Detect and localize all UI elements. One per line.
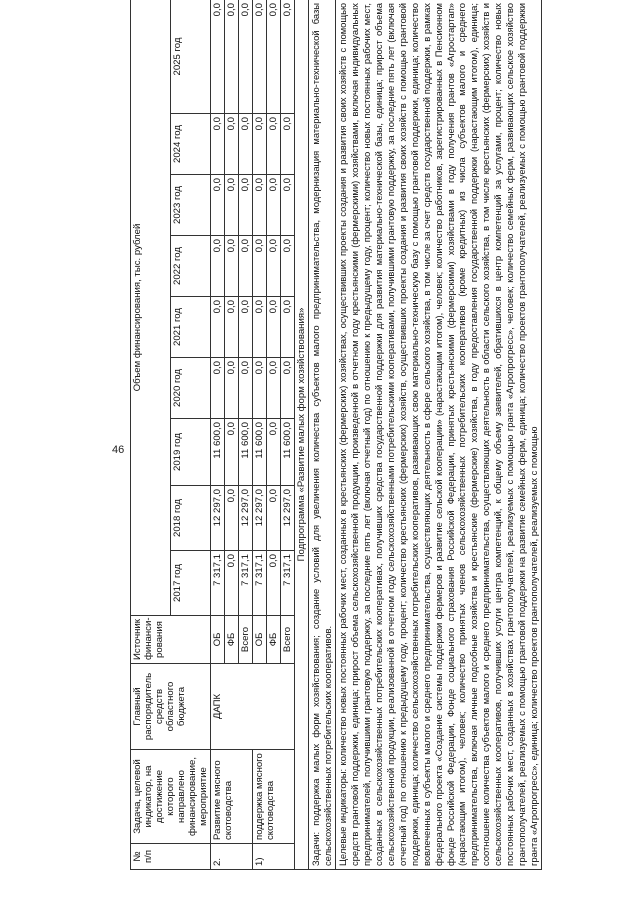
row-source: ОБ bbox=[253, 616, 267, 664]
header-year: 2017 год bbox=[171, 551, 211, 616]
value-cell: 0,0 bbox=[211, 297, 225, 358]
header-year: 2018 год bbox=[171, 486, 211, 551]
value-cell: 0,0 bbox=[267, 551, 281, 616]
value-cell: 0,0 bbox=[225, 358, 239, 419]
row-name: поддержка мясного скотоводства bbox=[253, 750, 295, 844]
value-cell: 0,0 bbox=[253, 0, 267, 114]
header-year: 2020 год bbox=[171, 358, 211, 419]
tasks-row bbox=[309, 0, 336, 870]
value-cell: 0,0 bbox=[239, 236, 253, 297]
value-cell: 0,0 bbox=[225, 551, 239, 616]
value-cell: 11 600,0 bbox=[239, 419, 253, 486]
header-funding: Объем финансирования, тыс. рублей bbox=[131, 0, 171, 616]
value-cell: 0,0 bbox=[239, 297, 253, 358]
row-num: 1) bbox=[253, 844, 295, 870]
financing-table bbox=[130, 0, 542, 870]
value-cell: 7 317,1 bbox=[281, 551, 295, 616]
header-row bbox=[131, 0, 171, 870]
header-year: 2025 год bbox=[171, 0, 211, 114]
value-cell: 0,0 bbox=[211, 114, 225, 175]
table-row bbox=[211, 0, 225, 870]
page-number: 46 bbox=[112, 444, 125, 456]
row-source: ФБ bbox=[225, 616, 239, 664]
value-cell: 0,0 bbox=[281, 114, 295, 175]
value-cell: 0,0 bbox=[281, 358, 295, 419]
value-cell: 0,0 bbox=[211, 358, 225, 419]
value-cell: 0,0 bbox=[211, 0, 225, 114]
value-cell: 0,0 bbox=[253, 358, 267, 419]
value-cell: 0,0 bbox=[225, 419, 239, 486]
value-cell: 0,0 bbox=[267, 0, 281, 114]
value-cell: 0,0 bbox=[239, 0, 253, 114]
value-cell: 0,0 bbox=[211, 236, 225, 297]
value-cell: 0,0 bbox=[225, 0, 239, 114]
value-cell: 0,0 bbox=[253, 236, 267, 297]
value-cell: 0,0 bbox=[267, 486, 281, 551]
value-cell: 11 600,0 bbox=[211, 419, 225, 486]
row-source: Всего bbox=[239, 616, 253, 664]
value-cell: 0,0 bbox=[267, 419, 281, 486]
value-cell: 0,0 bbox=[239, 175, 253, 236]
indicators-text: Целевые индикаторы: количество новых постоянных рабочих мест, созданных в крестьянских (фермерских) хозяйствах, осуществивших проекты создания и развития своих хозяйств с помощью средств грантовой поддержки, единица; прирост объема сельскохозяйственной продукции, произведенной в отчетном году крестьянскими (фермерскими) хозяйствами, включая индивидуальных предпринимателей, получившими грантовую поддержку, за последние пять лет (включая отчетный год) по отношению к предыдущему году, процент; количество новых постоянных рабочих мест, созданных в сельскохозяйственных потребительских кооперативах, получивших средства государственной поддержки для развития материально-технической базы, единица; прирост объема сельскохозяйственной продукции, реализованной в отчетном году сельскохозяйственными потребительскими кооперативами, получившими грантовую поддержку, за последние пять лет (включая отчетный год) по отношению к предыдущему году, процент; количество крестьянских (фермерских) хозяйств, осуществивших проекты создания и развития своих хозяйств с помощью грантовой поддержки, единица; количество сельскохозяйственных потребительских кооперативов, развивающих свою материально-техническую базу с помощью грантовой поддержки, единица; количество вовлеченных в субъекты малого и среднего предпринимательства, осуществляющих деятельность в сфере сельского хозяйства, в том числе за счет средств государственной поддержки, в рамках федерального проекта «Создание системы поддержки фермеров и развитие сельской кооперации» (нарастающим итогом), человек; количество работников, зарегистрированных в Пенсионном фонде Российской Федерации, Фонде социального страхования Российской Федерации, принятых крестьянскими (фермерскими) хозяйствами в году получения грантов «Агростартап» (нарастающим итогом), человек; количество принятых членов сельскохозяйственных потребительских кооперативов (кроме кредитных) из числа субъектов малого и среднего предпринимательства, включая личные подсобные хозяйства и крестьянские (фермерские) хозяйства, в году предоставления государственной поддержки (нарастающим итогом), единица; соотношение количества субъектов малого и среднего предпринимательства, осуществляющих деятельность в области сельского хозяйства, в том числе крестьянских (фермерских) хозяйств и сельскохозяйственных кооперативов, получивших услуги центра компетенций, к общему объему заявителей, обратившихся в центр компетенций за услугами, процент; количество новых постоянных рабочих мест, созданных в хозяйствах грантополучателей, реализуемых с помощью гранта «Агропрогресс», человек; количество семейных ферм, развивающих сельское хозяйство грантополучателей, реализуемых с помощью грантовой поддержки на развитие семейных ферм, единица; количество проектов грантополучателей, реализуемых с помощью грантовой поддержки гранта «Агропрогресс», единица; количество проектов грантополучателей, реализуемых с помощью bbox=[336, 0, 542, 870]
value-cell: 0,0 bbox=[239, 114, 253, 175]
value-cell: 0,0 bbox=[225, 486, 239, 551]
value-cell: 7 317,1 bbox=[239, 551, 253, 616]
header-distributor: Главный распорядитель средств областного бюджета bbox=[131, 664, 211, 750]
header-num: № п/п bbox=[131, 844, 211, 870]
value-cell: 11 600,0 bbox=[281, 419, 295, 486]
row-distributor: ДАПК bbox=[211, 664, 295, 750]
subprogram-row bbox=[295, 0, 309, 870]
row-source: Всего bbox=[281, 616, 295, 664]
tasks-text: Задачи: поддержка малых форм хозяйствования; создание условий для увеличения количества субъектов малого предпринимательства, модернизация материально-технической базы сельскохозяйственных потребительских кооперативов. bbox=[309, 0, 336, 870]
value-cell: 0,0 bbox=[267, 175, 281, 236]
value-cell: 0,0 bbox=[281, 297, 295, 358]
value-cell: 0,0 bbox=[225, 236, 239, 297]
subprogram-title: Подпрограмма «Развитие малых форм хозяйствования» bbox=[295, 0, 309, 870]
row-num: 2. bbox=[211, 844, 253, 870]
row-source: ОБ bbox=[211, 616, 225, 664]
value-cell: 0,0 bbox=[253, 114, 267, 175]
value-cell: 0,0 bbox=[225, 114, 239, 175]
value-cell: 0,0 bbox=[267, 114, 281, 175]
header-year: 2021 год bbox=[171, 297, 211, 358]
header-year: 2022 год bbox=[171, 236, 211, 297]
value-cell: 0,0 bbox=[267, 297, 281, 358]
value-cell: 0,0 bbox=[253, 175, 267, 236]
header-year: 2019 год bbox=[171, 419, 211, 486]
indicators-row bbox=[336, 0, 542, 870]
value-cell: 12 297,0 bbox=[253, 486, 267, 551]
value-cell: 0,0 bbox=[225, 175, 239, 236]
value-cell: 0,0 bbox=[281, 236, 295, 297]
value-cell: 0,0 bbox=[281, 175, 295, 236]
header-year: 2023 год bbox=[171, 175, 211, 236]
value-cell: 0,0 bbox=[239, 358, 253, 419]
value-cell: 0,0 bbox=[281, 0, 295, 114]
value-cell: 0,0 bbox=[253, 297, 267, 358]
rotated-page bbox=[130, 0, 542, 870]
row-name: Развитие мясного скотоводства bbox=[211, 750, 253, 844]
header-task: Задача, целевой индикатор, на достижение которого направлено финансирование, мероприятие bbox=[131, 750, 211, 844]
value-cell: 7 317,1 bbox=[253, 551, 267, 616]
value-cell: 12 297,0 bbox=[281, 486, 295, 551]
value-cell: 12 297,0 bbox=[211, 486, 225, 551]
header-year: 2024 год bbox=[171, 114, 211, 175]
value-cell: 0,0 bbox=[211, 175, 225, 236]
value-cell: 12 297,0 bbox=[239, 486, 253, 551]
row-source: ФБ bbox=[267, 616, 281, 664]
value-cell: 7 317,1 bbox=[211, 551, 225, 616]
header-source: Источник финанси-рования bbox=[131, 616, 211, 664]
value-cell: 0,0 bbox=[267, 236, 281, 297]
value-cell: 0,0 bbox=[225, 297, 239, 358]
value-cell: 0,0 bbox=[267, 358, 281, 419]
value-cell: 11 600,0 bbox=[253, 419, 267, 486]
